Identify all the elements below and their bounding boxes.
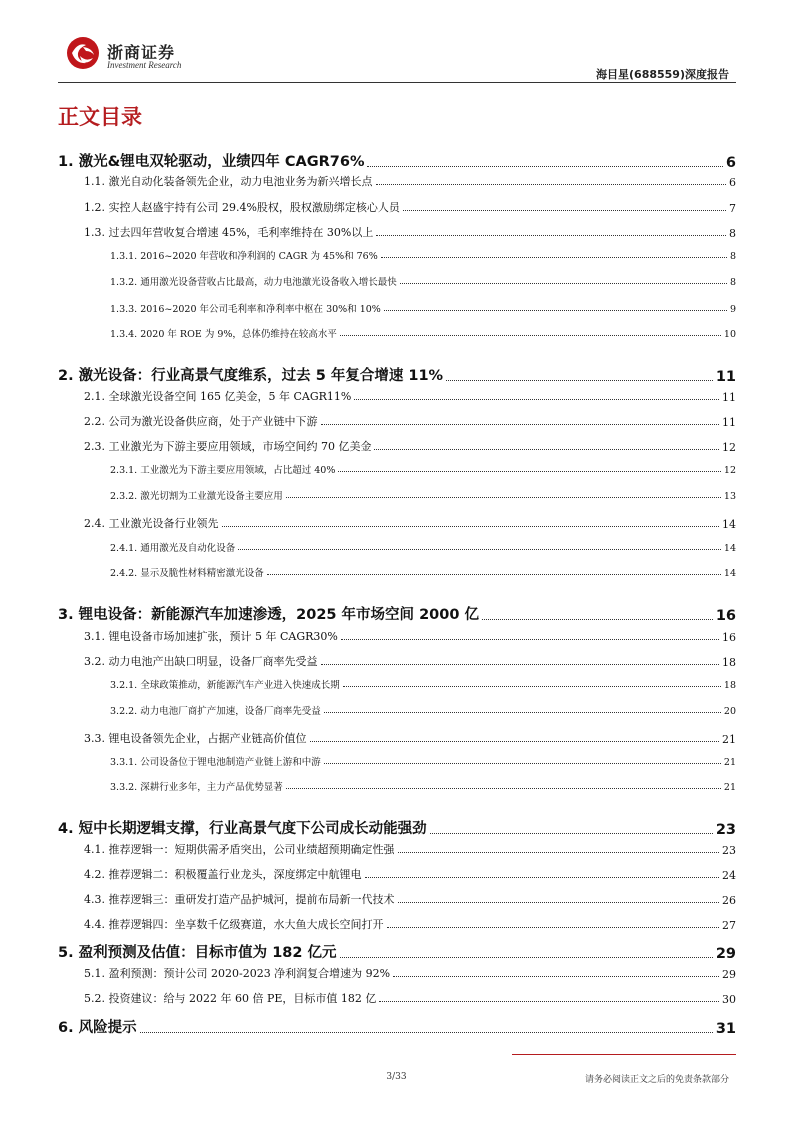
toc-dot-leader bbox=[286, 788, 721, 789]
toc-entry-page: 21 bbox=[723, 757, 736, 768]
toc-entry-page: 24 bbox=[722, 869, 736, 882]
toc-entry-label: 3.2. 动力电池产出缺口明显，设备厂商率先受益 bbox=[84, 655, 318, 668]
toc-entry-level3[interactable] bbox=[58, 779, 736, 793]
toc-entry-level3[interactable] bbox=[58, 703, 736, 717]
toc-entry-page: 21 bbox=[722, 733, 736, 746]
toc-entry-page: 9 bbox=[729, 304, 736, 315]
disclaimer-text: 请务必阅读正文之后的免责条款部分 bbox=[584, 1075, 729, 1085]
toc-dot-leader bbox=[398, 902, 720, 903]
toc-entry-level3[interactable] bbox=[58, 677, 736, 691]
toc-entry-label: 4. 短中长期逻辑支撑，行业高景气度下公司成长动能强劲 bbox=[58, 821, 427, 837]
header-divider bbox=[58, 82, 736, 83]
toc-dot-leader bbox=[340, 335, 721, 336]
toc-entry-page: 11 bbox=[715, 369, 736, 385]
toc-entry-level2[interactable] bbox=[58, 866, 736, 882]
toc-entry-level2[interactable] bbox=[58, 965, 736, 981]
toc-entry-level3[interactable] bbox=[58, 248, 736, 262]
toc-entry-level2[interactable] bbox=[58, 730, 736, 746]
toc-entry-label: 3.3.1. 公司设备位于锂电池制造产业链上游和中游 bbox=[110, 757, 321, 768]
toc-entry-page: 20 bbox=[723, 706, 736, 717]
toc-entry-level2[interactable] bbox=[58, 388, 736, 404]
toc-entry-label: 6. 风险提示 bbox=[58, 1020, 137, 1036]
toc-entry-page: 23 bbox=[715, 822, 736, 838]
report-title: 海目星(688559)深度报告 bbox=[596, 68, 729, 81]
toc-entry-level2[interactable] bbox=[58, 916, 736, 932]
toc-entry-page: 14 bbox=[723, 543, 736, 554]
toc-entry-page: 29 bbox=[722, 968, 736, 981]
toc-entry-level2[interactable] bbox=[58, 653, 736, 669]
toc-entry-label: 1. 激光&锂电双轮驱动，业绩四年 CAGR76% bbox=[58, 154, 365, 170]
toc-dot-leader bbox=[430, 833, 713, 834]
toc-entry-page: 8 bbox=[729, 251, 736, 262]
toc-entry-label: 3.1. 锂电设备市场加速扩张，预计 5 年 CAGR30% bbox=[84, 630, 338, 643]
toc-entry-level3[interactable] bbox=[58, 301, 736, 315]
toc-heading: 正文目录 bbox=[58, 105, 142, 129]
toc-dot-leader bbox=[400, 283, 727, 284]
toc-entry-page: 10 bbox=[723, 329, 736, 340]
toc-entry-level2[interactable] bbox=[58, 990, 736, 1006]
toc-dot-leader bbox=[267, 574, 721, 575]
toc-dot-leader bbox=[341, 639, 719, 640]
toc-entry-label: 2.3. 工业激光为下游主要应用领域，市场空间约 70 亿美金 bbox=[84, 440, 372, 453]
toc-entry-page: 7 bbox=[729, 202, 736, 215]
toc-entry-level2[interactable] bbox=[58, 224, 736, 240]
page-number: 3/33 bbox=[386, 1072, 407, 1082]
toc-entry-page: 6 bbox=[729, 176, 736, 189]
toc-entry-level3[interactable] bbox=[58, 540, 736, 554]
toc-entry-page: 13 bbox=[723, 491, 736, 502]
toc-entry-page: 18 bbox=[722, 656, 736, 669]
toc-entry-level2[interactable] bbox=[58, 199, 736, 215]
toc-entry-label: 3.2.1. 全球政策推动，新能源汽车产业进入快速成长期 bbox=[110, 680, 340, 691]
toc-entry-page: 29 bbox=[715, 946, 736, 962]
toc-entry-label: 2.1. 全球激光设备空间 165 亿美金，5 年 CAGR11% bbox=[84, 390, 352, 403]
toc-dot-leader bbox=[340, 957, 713, 958]
toc-entry-level1[interactable] bbox=[58, 150, 736, 171]
toc-entry-level3[interactable] bbox=[58, 488, 736, 502]
toc-dot-leader bbox=[379, 1001, 719, 1002]
toc-entry-label: 1.3.1. 2016~2020 年营收和净利润的 CAGR 为 45%和 76% bbox=[110, 251, 378, 262]
toc-dot-leader bbox=[324, 712, 721, 713]
toc-entry-label: 4.3. 推荐逻辑三：重研发打造产品护城河，提前布局新一代技术 bbox=[84, 893, 395, 906]
toc-dot-leader bbox=[376, 235, 726, 236]
toc-dot-leader bbox=[343, 686, 721, 687]
toc-entry-page: 12 bbox=[722, 441, 736, 454]
toc-dot-leader bbox=[286, 497, 721, 498]
toc-entry-label: 2. 激光设备：行业高景气度维系，过去 5 年复合增速 11% bbox=[58, 368, 444, 384]
toc-entry-label: 1.1. 激光自动化装备领先企业，动力电池业务为新兴增长点 bbox=[84, 175, 373, 188]
toc-dot-leader bbox=[367, 166, 722, 167]
toc-entry-page: 18 bbox=[723, 680, 736, 691]
toc-entry-label: 5. 盈利预测及估值：目标市值为 182 亿元 bbox=[58, 945, 337, 961]
toc-dot-leader bbox=[310, 741, 720, 742]
toc-entry-level1[interactable] bbox=[58, 1016, 736, 1037]
toc-entry-label: 1.2. 实控人赵盛宇持有公司 29.4%股权，股权激励绑定核心人员 bbox=[84, 201, 400, 214]
toc-entry-label: 4.2. 推荐逻辑二：积极覆盖行业龙头，深度绑定中航锂电 bbox=[84, 868, 362, 881]
company-logo bbox=[64, 36, 102, 70]
toc-entry-label: 3. 锂电设备：新能源汽车加速渗透，2025 年市场空间 2000 亿 bbox=[58, 607, 480, 623]
toc-entry-label: 3.3. 锂电设备领先企业，占据产业链高价值位 bbox=[84, 732, 307, 745]
toc-entry-label: 1.3.2. 通用激光设备营收占比最高，动力电池激光设备收入增长最快 bbox=[110, 277, 397, 288]
toc-entry-label: 2.4.1. 通用激光及自动化设备 bbox=[110, 543, 236, 554]
toc-dot-leader bbox=[482, 619, 713, 620]
toc-entry-label: 5.1. 盈利预测：预计公司 2020-2023 净利润复合增速为 92% bbox=[84, 967, 391, 980]
toc-dot-leader bbox=[403, 210, 726, 211]
toc-entry-page: 8 bbox=[729, 277, 736, 288]
toc-dot-leader bbox=[222, 526, 720, 527]
toc-entry-level3[interactable] bbox=[58, 326, 736, 340]
footer-divider bbox=[512, 1054, 736, 1055]
toc-entry-level2[interactable] bbox=[58, 891, 736, 907]
toc-entry-label: 3.3.2. 深耕行业多年，主力产品优势显著 bbox=[110, 782, 283, 793]
brand-name-en: Investment Research bbox=[107, 60, 182, 70]
toc-entry-page: 16 bbox=[715, 608, 736, 624]
toc-entry-level3[interactable] bbox=[58, 754, 736, 768]
toc-entry-label: 2.3.1. 工业激光为下游主要应用领域，占比超过 40% bbox=[110, 465, 336, 476]
toc-entry-level3[interactable] bbox=[58, 565, 736, 579]
toc-dot-leader bbox=[321, 424, 720, 425]
toc-dot-leader bbox=[321, 664, 720, 665]
toc-entry-page: 11 bbox=[722, 391, 736, 404]
toc-entry-label: 2.2. 公司为激光设备供应商，处于产业链中下游 bbox=[84, 415, 318, 428]
toc-entry-page: 14 bbox=[723, 568, 736, 579]
toc-dot-leader bbox=[374, 449, 719, 450]
toc-entry-level1[interactable] bbox=[58, 817, 736, 838]
toc-entry-label: 1.3. 过去四年营收复合增速 45%，毛利率维持在 30%以上 bbox=[84, 226, 374, 239]
toc-entry-level1[interactable] bbox=[58, 603, 736, 624]
toc-entry-level3[interactable] bbox=[58, 462, 736, 476]
toc-dot-leader bbox=[238, 549, 721, 550]
toc-entry-label: 4.4. 推荐逻辑四：坐享数千亿级赛道，水大鱼大成长空间打开 bbox=[84, 918, 384, 931]
toc-dot-leader bbox=[376, 184, 727, 185]
toc-entry-label: 4.1. 推荐逻辑一：短期供需矛盾突出，公司业绩超预期确定性强 bbox=[84, 843, 395, 856]
toc-entry-page: 16 bbox=[722, 631, 736, 644]
toc-entry-level2[interactable] bbox=[58, 515, 736, 531]
toc-entry-label: 2.3.2. 激光切割为工业激光设备主要应用 bbox=[110, 491, 283, 502]
toc-entry-page: 21 bbox=[723, 782, 736, 793]
toc-dot-leader bbox=[354, 399, 719, 400]
toc-entry-level2[interactable] bbox=[58, 413, 736, 429]
toc-dot-leader bbox=[384, 310, 727, 311]
toc-entry-level1[interactable] bbox=[58, 941, 736, 962]
brand-name-cn: 浙商证券 bbox=[107, 43, 176, 62]
toc-entry-page: 11 bbox=[722, 416, 736, 429]
toc-dot-leader bbox=[387, 927, 720, 928]
toc-entry-level2[interactable] bbox=[58, 841, 736, 857]
toc-dot-leader bbox=[393, 976, 719, 977]
toc-dot-leader bbox=[140, 1032, 713, 1033]
toc-entry-page: 14 bbox=[722, 518, 736, 531]
toc-entry-label: 2.4. 工业激光设备行业领先 bbox=[84, 517, 219, 530]
toc-entry-level2[interactable] bbox=[58, 438, 736, 454]
toc-entry-label: 1.3.3. 2016~2020 年公司毛利率和净利率中枢在 30%和 10% bbox=[110, 304, 381, 315]
toc-dot-leader bbox=[365, 877, 720, 878]
toc-dot-leader bbox=[446, 380, 713, 381]
toc-entry-level2[interactable] bbox=[58, 173, 736, 189]
toc-entry-page: 6 bbox=[725, 155, 736, 171]
toc-entry-label: 2.4.2. 显示及脆性材料精密激光设备 bbox=[110, 568, 264, 579]
toc-entry-page: 8 bbox=[729, 227, 736, 240]
toc-dot-leader bbox=[338, 471, 721, 472]
toc-entry-level2[interactable] bbox=[58, 628, 736, 644]
toc-entry-level3[interactable] bbox=[58, 274, 736, 288]
toc-entry-page: 26 bbox=[722, 894, 736, 907]
toc-entry-page: 12 bbox=[723, 465, 736, 476]
toc-entry-page: 31 bbox=[715, 1021, 736, 1037]
toc-entry-label: 1.3.4. 2020 年 ROE 为 9%，总体仍维持在较高水平 bbox=[110, 329, 337, 340]
toc-dot-leader bbox=[324, 763, 721, 764]
toc-entry-level1[interactable] bbox=[58, 364, 736, 385]
toc-entry-page: 27 bbox=[722, 919, 736, 932]
toc-entry-label: 3.2.2. 动力电池厂商扩产加速，设备厂商率先受益 bbox=[110, 706, 321, 717]
toc-entry-page: 23 bbox=[722, 844, 736, 857]
toc-entry-label: 5.2. 投资建议：给与 2022 年 60 倍 PE，目标市值 182 亿 bbox=[84, 992, 377, 1005]
toc-dot-leader bbox=[381, 257, 727, 258]
toc-dot-leader bbox=[398, 852, 720, 853]
toc-entry-page: 30 bbox=[722, 993, 736, 1006]
